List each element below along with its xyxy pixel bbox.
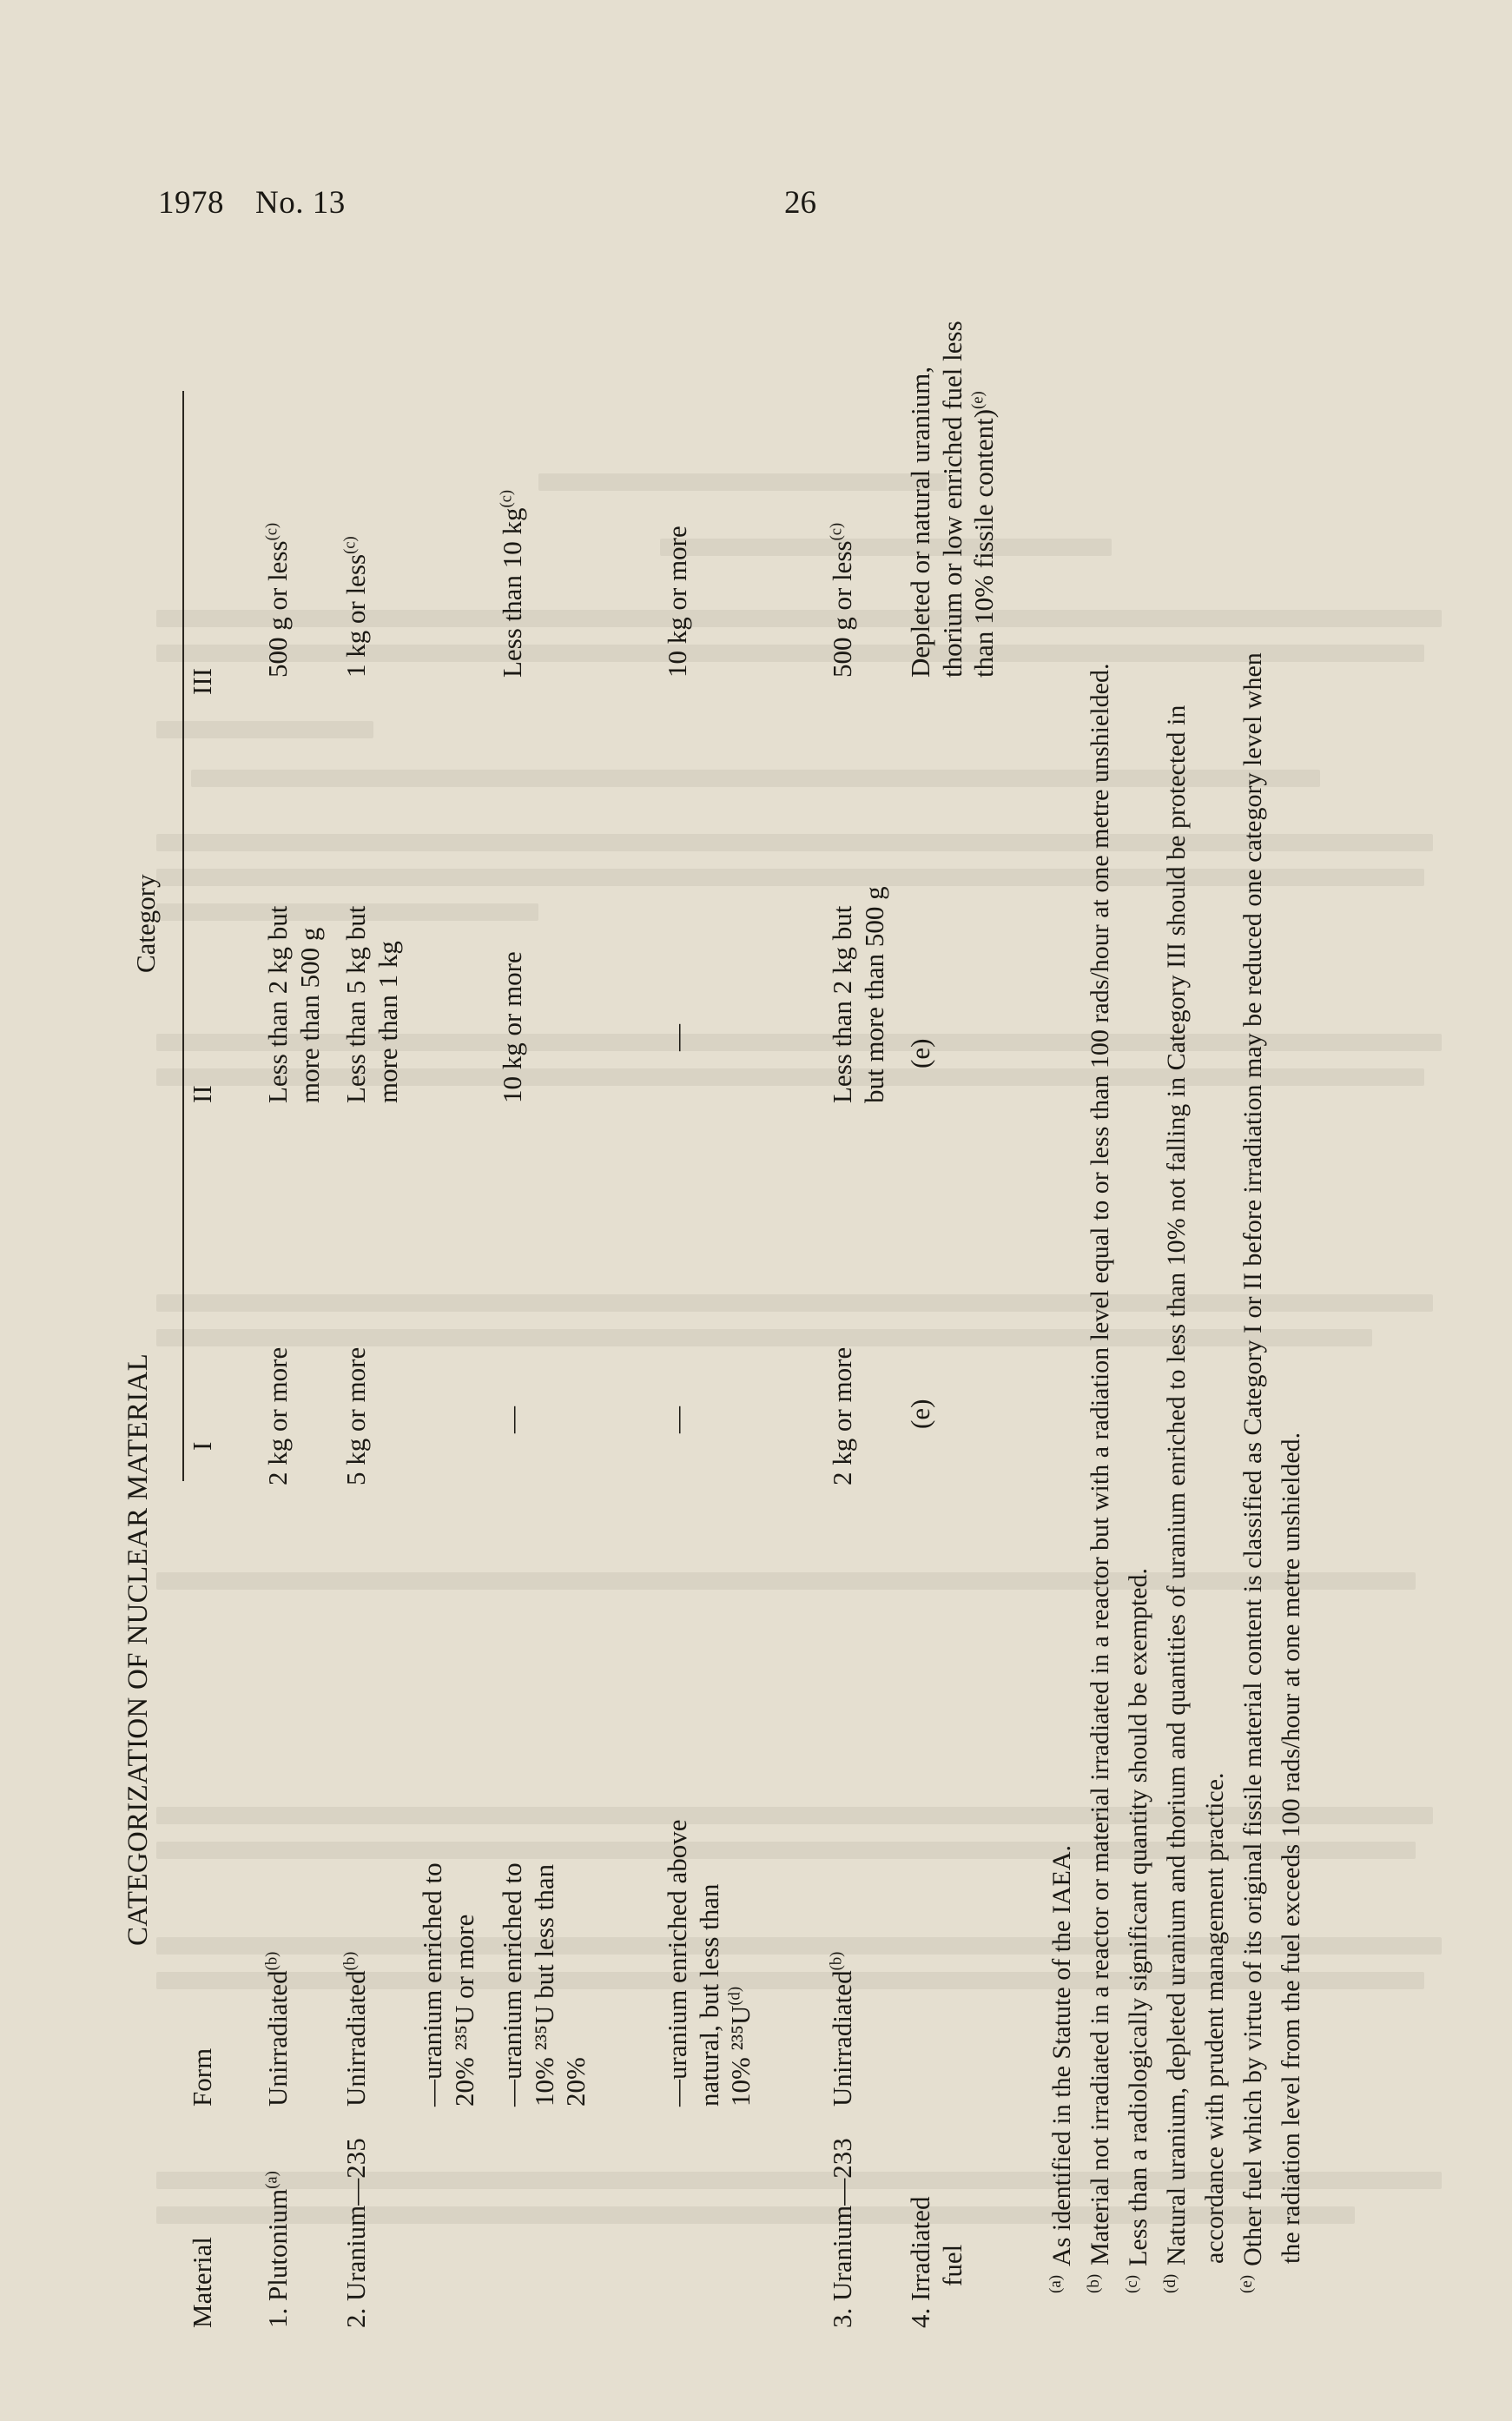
row-irradiated-fuel-cat-I: (e) (905, 1399, 935, 1429)
row-uranium233-cat-II: Less than 2 kg but but more than 500 g (827, 886, 889, 1103)
header-category-III: III (187, 668, 217, 695)
table-title: CATEGORIZATION OF NUCLEAR MATERIAL (122, 1353, 154, 1946)
row-u235-natural-cat-III: 10 kg or more (662, 526, 692, 678)
footnote-a: $^{(a)}$As identified in the Statute of the IAEA. (1047, 1845, 1076, 2293)
row-uranium233-cat-I: 2 kg or more (827, 1346, 857, 1485)
header-category: Category (130, 874, 161, 973)
row-irradiated-fuel-cat-II: (e) (905, 1038, 935, 1068)
row-irradiated-fuel-material: 4. Irradiated fuel (905, 2196, 967, 2328)
row-uranium233-form: Unirradiated$^{(b)}$ (827, 1951, 857, 2107)
footnote-e-continued: the radiation level from the fuel exceeds 100 rads/hour at one metre unshielded. (1277, 1432, 1305, 2264)
row-u235-natural-cat-I: — (662, 1406, 692, 1433)
row-u235-10pct-cat-III: Less than 10 $kg^{(c)}$ (497, 489, 527, 678)
row-uranium235-form: Unirradiated$^{(b)}$ (340, 1951, 371, 2107)
footnote-d-continued: accordance with prudent management practice. (1200, 1772, 1229, 2264)
header-category-II: II (187, 1085, 217, 1103)
issue-number: No. 13 (255, 185, 346, 221)
row-uranium233-material: 3. Uranium—233 (827, 2138, 857, 2328)
category-header-rule (182, 391, 184, 1481)
footnote-e: $^{(e)}$Other fuel which by virtue of its original fissile material content is classified as Category I or II before irradiation may be reduced one category level when (1238, 652, 1267, 2293)
footnote-d: $^{(d)}$Natural uranium, depleted uranium and thorium and quantities of uranium enriched to less than 10% not falling in Category III should be protected in (1161, 704, 1191, 2293)
gazette-reference (158, 184, 377, 222)
year: 1978 (158, 185, 224, 221)
row-u235-natural-cat-II: — (662, 1024, 692, 1051)
header-form: Form (187, 2047, 217, 2107)
row-uranium235-material: 2. Uranium—235 (340, 2138, 371, 2328)
row-u235-10pct-cat-II: 10 kg or more (497, 951, 527, 1103)
row-u235-10pct-form: —uranium enriched to 10% ²³⁵U but less than 20% (497, 1862, 591, 2107)
row-plutonium-material: 1. Plutonium$^{(a)}$ (262, 2171, 293, 2328)
row-u235-natural-form: —uranium enriched above natural, but less than 10% $^{235}U^{(d)}$ (662, 1819, 756, 2107)
row-u235-20pct-cat-III: 1 kg or less$^{(c)}$ (340, 536, 371, 678)
row-u235-20pct-cat-I: 5 kg or more (340, 1346, 371, 1485)
header-material: Material (187, 2236, 217, 2328)
row-plutonium-cat-I: 2 kg or more (262, 1346, 293, 1485)
footnote-c: $^{(c)}$Less than a radiologically significant quantity should be exempted. (1123, 1567, 1152, 2293)
row-u235-20pct-form: —uranium enriched to 20% ²³⁵U or more (417, 1862, 479, 2107)
row-u235-10pct-cat-I: — (497, 1406, 527, 1433)
row-plutonium-cat-III: 500 g or less$^{(c)}$ (262, 522, 293, 678)
row-uranium233-cat-III: 500 g or less$^{(c)}$ (827, 522, 857, 678)
row-irradiated-fuel-cat-III: Depleted or natural uranium, thorium or low enriched fuel less than 10% fissile content)$^{(e)}$ (905, 321, 1000, 678)
row-plutonium-cat-II: Less than 2 kg but more than 500 g (262, 905, 325, 1103)
header-category-I: I (187, 1441, 217, 1451)
categorization-table (96, 321, 1398, 2328)
row-plutonium-form: Unirradiated$^{(b)}$ (262, 1951, 293, 2107)
footnote-b: $^{(b)}$Material not irradiated in a reactor or material irradiated in a reactor but with a radiation level equal to or less than 100 rads/hour at one metre unshielded. (1085, 663, 1114, 2293)
page-number: 26 (784, 185, 816, 221)
row-u235-20pct-cat-II: Less than 5 kg but more than 1 kg (340, 905, 403, 1103)
